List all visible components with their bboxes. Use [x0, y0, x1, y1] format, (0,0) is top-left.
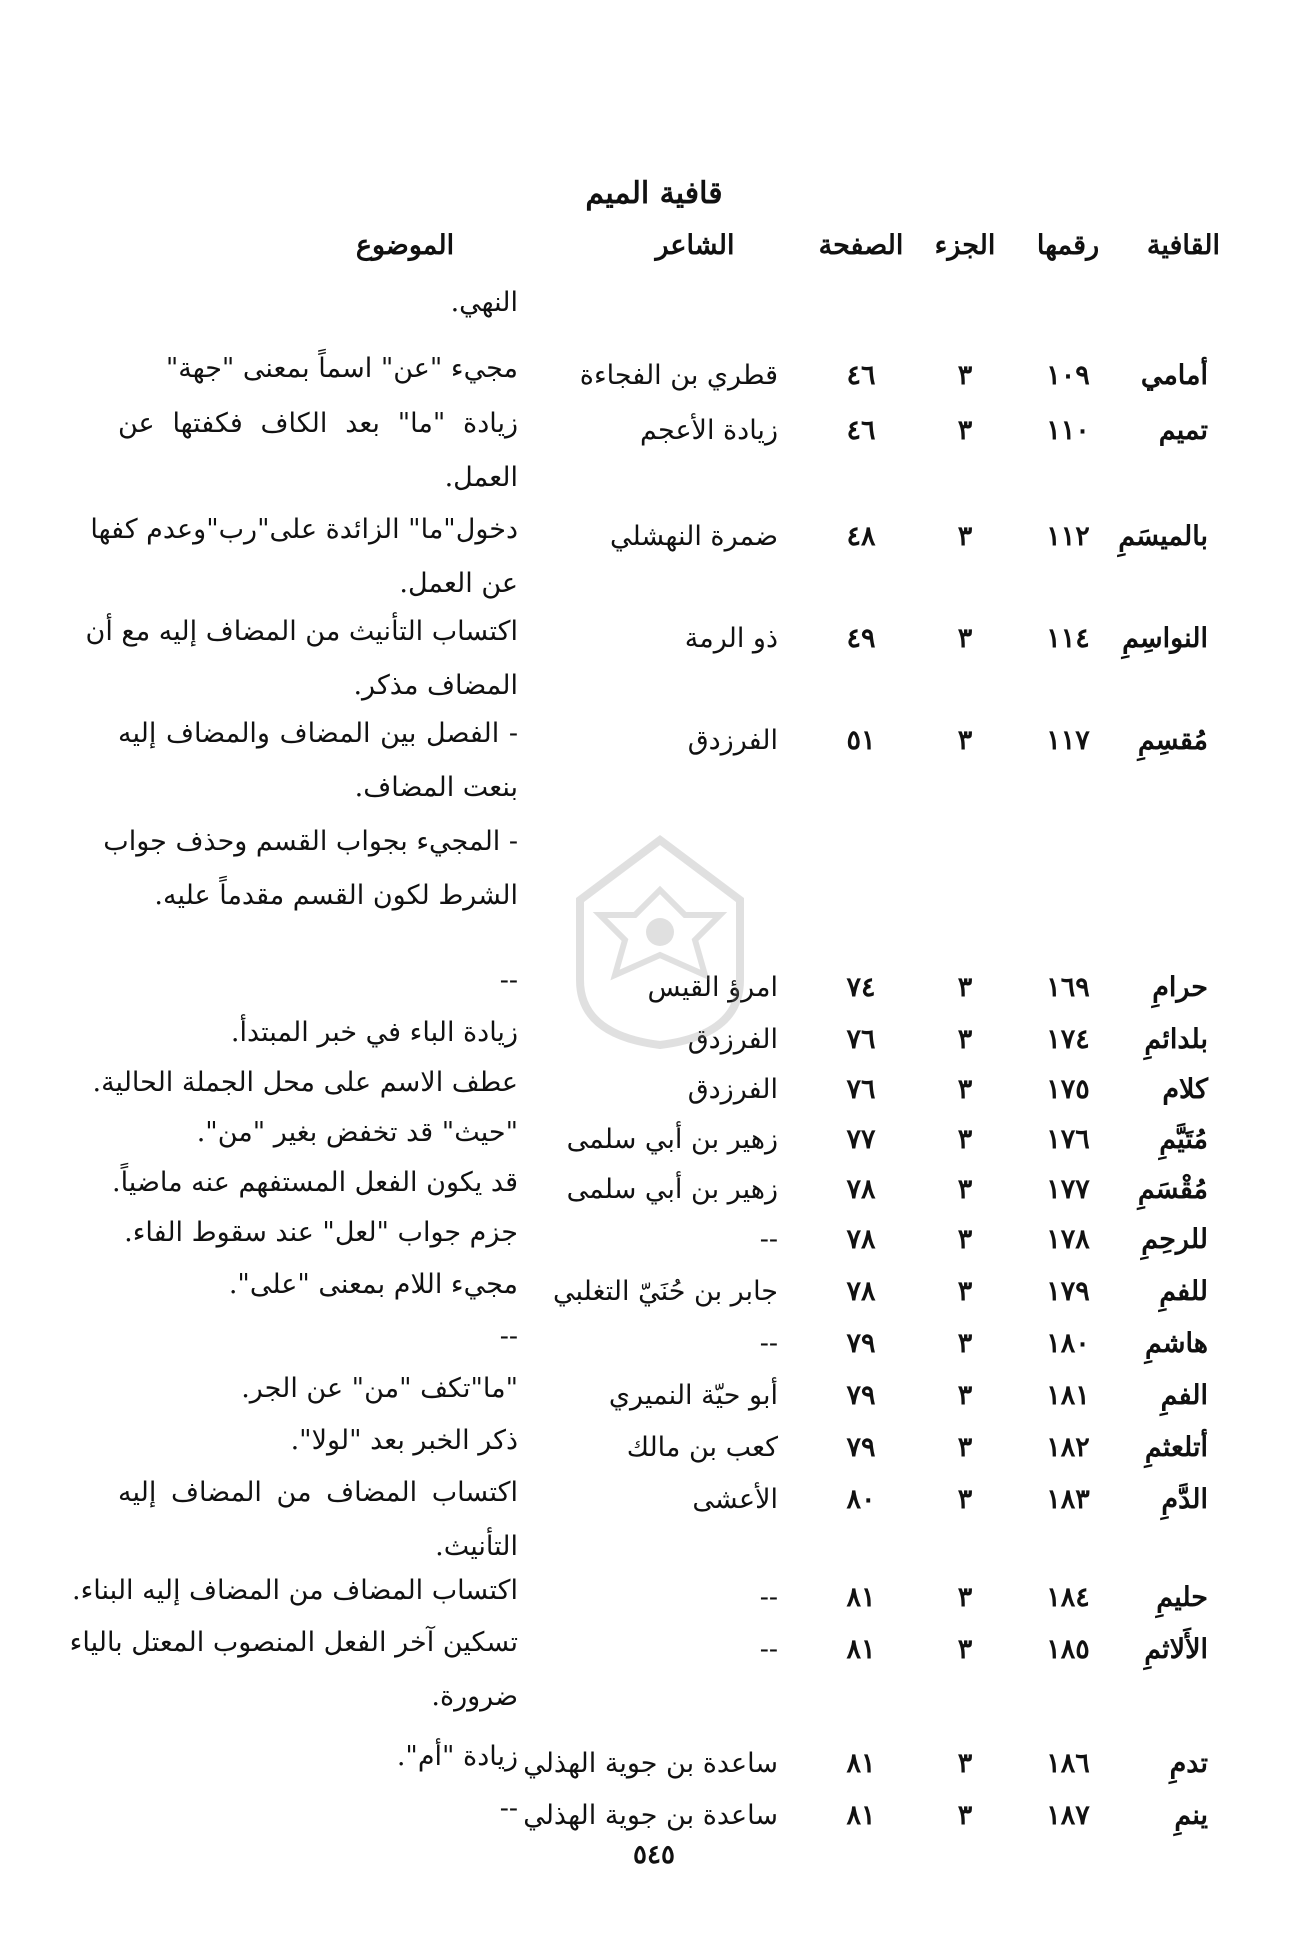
volume-cell: ٣	[957, 1174, 973, 1205]
page-cell: ٧٨	[846, 1276, 876, 1307]
subject-cell	[118, 1206, 518, 1260]
header-rhyme: القافية	[1146, 230, 1220, 261]
poet-cell: --	[759, 1582, 778, 1613]
number-cell: ١٨٧	[1046, 1800, 1090, 1831]
subject-line: زيادة الباء في خبر المبتدأ.	[230, 1017, 518, 1048]
rhyme-cell: النواسِمِ	[1122, 623, 1208, 654]
rhyme-cell: كلام	[1162, 1074, 1208, 1105]
number-cell: ١٨٦	[1046, 1748, 1090, 1779]
rhyme-cell: ينمِ	[1174, 1800, 1208, 1831]
subject-line: النهي.	[450, 287, 518, 318]
page-cell: ٧٨	[846, 1224, 876, 1255]
volume-cell: ٣	[957, 1432, 973, 1463]
poet-cell: ساعدة بن جوية الهذلي	[523, 1800, 778, 1831]
poet-cell: ساعدة بن جوية الهذلي	[523, 1748, 778, 1779]
volume-cell: ٣	[957, 1074, 973, 1105]
page-cell: ٧٨	[846, 1174, 876, 1205]
subject-line: المضاف مذكر.	[353, 670, 518, 701]
page-cell: ٨١	[846, 1748, 876, 1779]
subject-cell	[118, 397, 518, 505]
volume-cell: ٣	[957, 1634, 973, 1665]
number-cell: ١٧٨	[1046, 1224, 1090, 1255]
subject-cell	[118, 342, 518, 396]
rhyme-cell: حليمِ	[1156, 1582, 1208, 1613]
poet-cell: الأعشى	[692, 1484, 778, 1515]
number-cell: ١٨٥	[1046, 1634, 1090, 1665]
page-cell: ٧٧	[846, 1124, 876, 1155]
rhyme-cell: الدَّمِ	[1161, 1484, 1208, 1515]
subject-line: زيادة "ما" بعد الكاف فكفتها عن	[118, 408, 518, 439]
poet-cell: الفرزدق	[687, 1024, 778, 1055]
subject-line: دخول"ما" الزائدة على"رب"وعدم كفها	[90, 514, 518, 545]
volume-cell: ٣	[957, 1484, 973, 1515]
rhyme-cell: الفمِ	[1160, 1380, 1208, 1411]
subject-line: "ما"تكف "من" عن الجر.	[241, 1373, 518, 1404]
subject-cell	[69, 1616, 518, 1724]
rhyme-cell: للفمِ	[1159, 1276, 1208, 1307]
subject-cell	[118, 1466, 518, 1574]
subject-cell	[118, 1414, 518, 1468]
subject-line: الشرط لكون القسم مقدماً عليه.	[154, 880, 518, 911]
number-cell: ١١٤	[1046, 623, 1090, 654]
poet-cell: زهير بن أبي سلمى	[566, 1174, 778, 1205]
subject-cell	[118, 276, 518, 330]
subject-cell	[118, 1006, 518, 1060]
volume-cell: ٣	[957, 972, 973, 1003]
volume-cell: ٣	[957, 1328, 973, 1359]
volume-cell: ٣	[957, 1800, 973, 1831]
subject-line: جزم جواب "لعل" عند سقوط الفاء.	[124, 1217, 518, 1248]
section-title: قافية الميم	[585, 176, 723, 211]
page-cell: ٨١	[846, 1634, 876, 1665]
poet-cell: ضمرة النهشلي	[609, 521, 778, 552]
poet-cell: --	[759, 1224, 778, 1255]
poet-cell: امرؤ القيس	[647, 972, 778, 1003]
number-cell: ١٨١	[1046, 1380, 1090, 1411]
rhyme-cell: مُقْسَمِ	[1137, 1174, 1208, 1205]
poet-cell: --	[759, 1328, 778, 1359]
number-cell: ١٧٦	[1046, 1124, 1090, 1155]
volume-cell: ٣	[957, 1276, 973, 1307]
number-cell: ١٦٩	[1046, 972, 1090, 1003]
number-cell: ١٨٣	[1046, 1484, 1090, 1515]
subject-line: بنعت المضاف.	[354, 772, 518, 803]
number-cell: ١٧٩	[1046, 1276, 1090, 1307]
volume-cell: ٣	[957, 725, 973, 756]
number-cell: ١٧٥	[1046, 1074, 1090, 1105]
subject-cell	[118, 1310, 518, 1364]
rhyme-cell: مُتَيَّمِ	[1159, 1124, 1208, 1155]
rhyme-cell: هاشمِ	[1144, 1328, 1208, 1359]
page-cell: ٧٦	[846, 1074, 876, 1105]
subject-line: ضرورة.	[431, 1681, 518, 1712]
subject-line: مجيء اللام بمعنى "على".	[228, 1269, 518, 1300]
number-cell: ١٧٤	[1046, 1024, 1090, 1055]
subject-line: ذكر الخبر بعد "لولا".	[290, 1425, 518, 1456]
poet-cell: كعب بن مالك	[626, 1432, 778, 1463]
number-cell: ١٨٢	[1046, 1432, 1090, 1463]
watermark-emblem-icon	[540, 820, 780, 1060]
subject-line: قد يكون الفعل المستفهم عنه ماضياً.	[111, 1167, 518, 1198]
subject-cell	[111, 1156, 518, 1210]
subject-line: العمل.	[444, 462, 518, 493]
page-cell: ٨٠	[846, 1484, 876, 1515]
page-number: ٥٤٥	[633, 1840, 675, 1870]
rhyme-cell: بلدائمِ	[1144, 1024, 1208, 1055]
subject-cell	[92, 1056, 518, 1110]
subject-line: --	[499, 965, 518, 996]
volume-cell: ٣	[957, 1024, 973, 1055]
poet-cell: ذو الرمة	[684, 623, 778, 654]
subject-line: "حيث" قد تخفض بغير "من".	[196, 1117, 518, 1148]
subject-cell	[72, 1564, 518, 1618]
poet-cell: الفرزدق	[687, 725, 778, 756]
rhyme-cell: الأَلاثمِ	[1144, 1634, 1208, 1665]
poet-cell: الفرزدق	[687, 1074, 778, 1105]
poet-cell: أبو حيّة النميري	[608, 1380, 778, 1411]
volume-cell: ٣	[957, 1224, 973, 1255]
subject-line: اكتساب التأنيث من المضاف إليه مع أن	[85, 616, 518, 647]
poet-cell: --	[759, 1634, 778, 1665]
subject-line: مجيء "عن" اسماً بمعنى "جهة"	[165, 353, 518, 384]
subject-line: - الفصل بين المضاف والمضاف إليه	[118, 718, 518, 749]
subject-cell	[118, 1730, 518, 1784]
header-number: رقمها	[1036, 230, 1100, 261]
number-cell: ١٨٠	[1046, 1328, 1090, 1359]
subject-line: - المجيء بجواب القسم وحذف جواب	[103, 826, 518, 857]
subject-cell	[118, 1362, 518, 1416]
subject-cell	[118, 954, 518, 1008]
number-cell: ١٠٩	[1046, 360, 1090, 391]
subject-line: اكتساب المضاف من المضاف إليه البناء.	[72, 1575, 518, 1606]
subject-line: عن العمل.	[399, 568, 518, 599]
rhyme-cell: للرحِمِ	[1141, 1224, 1208, 1255]
volume-cell: ٣	[957, 1748, 973, 1779]
number-cell: ١١٧	[1046, 725, 1090, 756]
page-cell: ٧٦	[846, 1024, 876, 1055]
header-poet: الشاعر	[655, 230, 735, 261]
header-page: الصفحة	[818, 230, 904, 261]
subject-cell	[118, 1258, 518, 1312]
subject-cell	[118, 1106, 518, 1160]
page-cell: ٨١	[846, 1582, 876, 1613]
page-cell: ٤٩	[846, 623, 876, 654]
number-cell: ١١٢	[1046, 521, 1090, 552]
rhyme-cell: مُقسِمِ	[1137, 725, 1208, 756]
volume-cell: ٣	[957, 521, 973, 552]
rhyme-cell: حرامِ	[1152, 972, 1208, 1003]
poet-cell: جابر بن حُنَيّ التغلبي	[553, 1276, 778, 1307]
volume-cell: ٣	[957, 1124, 973, 1155]
page-cell: ٧٩	[846, 1432, 876, 1463]
rhyme-cell: أمامي	[1140, 360, 1208, 391]
page-cell: ٤٨	[846, 521, 876, 552]
subject-line: اكتساب المضاف من المضاف إليه	[118, 1477, 518, 1508]
page-cell: ٥١	[846, 725, 876, 756]
number-cell: ١٧٧	[1046, 1174, 1090, 1205]
page-cell: ٧٩	[846, 1380, 876, 1411]
poet-cell: زهير بن أبي سلمى	[566, 1124, 778, 1155]
rhyme-cell: أتلعثمِ	[1144, 1432, 1208, 1463]
poet-cell: زيادة الأعجم	[640, 415, 778, 446]
page-cell: ٧٤	[846, 972, 876, 1003]
subject-line: التأنيث.	[435, 1531, 518, 1562]
volume-cell: ٣	[957, 415, 973, 446]
subject-cell	[118, 1782, 518, 1836]
header-subject: الموضوع	[355, 230, 455, 261]
volume-cell: ٣	[957, 360, 973, 391]
rhyme-cell: بالميسَمِ	[1118, 521, 1208, 552]
rhyme-cell: تدمِ	[1169, 1748, 1208, 1779]
subject-line: زيادة "أم".	[396, 1741, 518, 1772]
subject-line: --	[499, 1793, 518, 1824]
header-volume: الجزء	[934, 230, 996, 261]
page-cell: ٨١	[846, 1800, 876, 1831]
volume-cell: ٣	[957, 1582, 973, 1613]
page-cell: ٤٦	[846, 360, 876, 391]
volume-cell: ٣	[957, 1380, 973, 1411]
page-cell: ٧٩	[846, 1328, 876, 1359]
subject-cell	[90, 503, 518, 611]
volume-cell: ٣	[957, 623, 973, 654]
subject-line: عطف الاسم على محل الجملة الحالية.	[92, 1067, 518, 1098]
subject-cell	[85, 605, 518, 713]
subject-cell	[103, 707, 518, 923]
subject-line: --	[499, 1321, 518, 1352]
subject-line: تسكين آخر الفعل المنصوب المعتل بالياء	[69, 1627, 518, 1658]
poet-cell: قطري بن الفجاءة	[579, 360, 778, 391]
number-cell: ١٨٤	[1046, 1582, 1090, 1613]
page-cell: ٤٦	[846, 415, 876, 446]
number-cell: ١١٠	[1046, 415, 1090, 446]
rhyme-cell: تميم	[1158, 415, 1208, 446]
